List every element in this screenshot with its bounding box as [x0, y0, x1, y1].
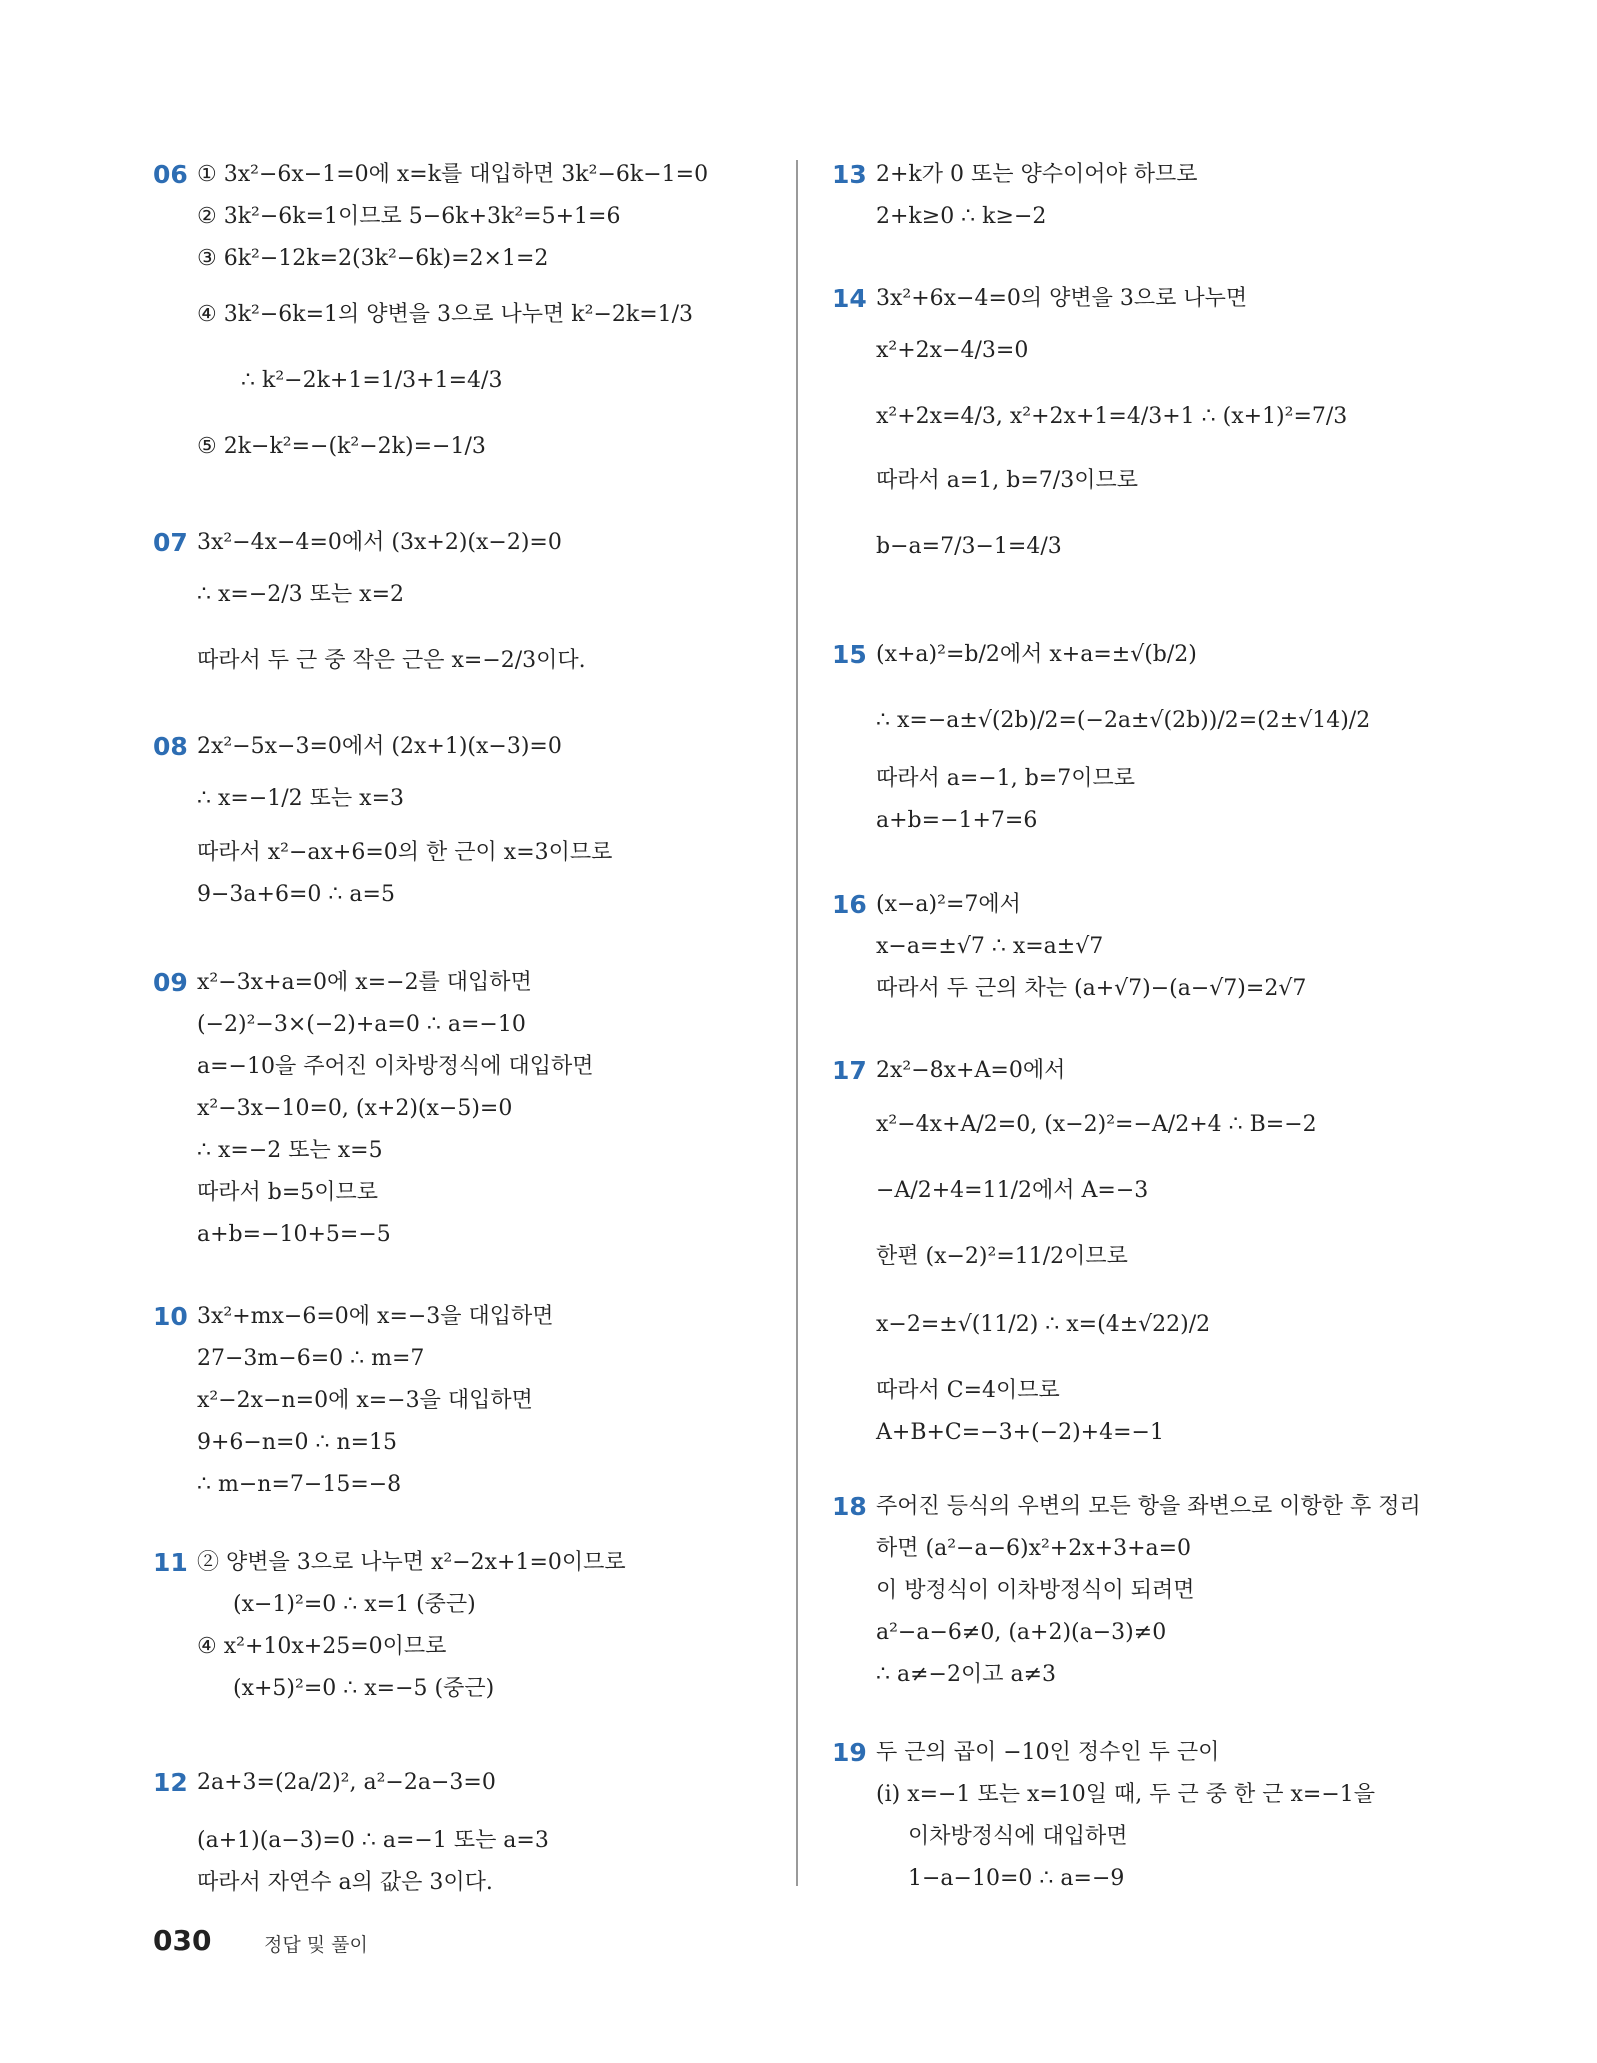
solution-line: 27−3m−6=0 ∴ m=7 — [197, 1346, 425, 1371]
solution-line: b−a=7/3−1=4/3 — [876, 534, 1062, 559]
solution-line: x²−2x−n=0에 x=−3을 대입하면 — [197, 1388, 533, 1413]
problem-number: 11 — [153, 1548, 188, 1577]
solution-line: 9+6−n=0 ∴ n=15 — [197, 1430, 398, 1455]
solution-line: x²−4x+A/2=0, (x−2)²=−A/2+4 ∴ B=−2 — [876, 1112, 1317, 1137]
page-number: 030 — [153, 1924, 212, 1957]
solution-line: 3x²+mx−6=0에 x=−3을 대입하면 — [197, 1304, 554, 1329]
problem-number: 08 — [153, 732, 188, 761]
solution-line: a+b=−10+5=−5 — [197, 1222, 391, 1247]
solution-line: ④ 3k²−6k=1의 양변을 3으로 나누면 k²−2k=1/3 — [197, 302, 694, 327]
solution-line: ② 3k²−6k=1이므로 5−6k+3k²=5+1=6 — [197, 204, 621, 229]
solution-line: ① 3x²−6x−1=0에 x=k를 대입하면 3k²−6k−1=0 — [197, 162, 709, 187]
problem-number: 16 — [832, 890, 867, 919]
solution-line: 3x²+6x−4=0의 양변을 3으로 나누면 — [876, 286, 1248, 311]
problem-number: 14 — [832, 284, 867, 313]
solution-line: 이차방정식에 대입하면 — [908, 1824, 1128, 1849]
problem-number: 12 — [153, 1768, 188, 1797]
solution-line: 따라서 x²−ax+6=0의 한 근이 x=3이므로 — [197, 840, 613, 865]
solution-line: 두 근의 곱이 −10인 정수인 두 근이 — [876, 1740, 1220, 1765]
problem-number: 10 — [153, 1302, 188, 1331]
solution-line: x−2=±√(11/2) ∴ x=(4±√22)/2 — [876, 1312, 1211, 1337]
solution-line: 하면 (a²−a−6)x²+2x+3+a=0 — [876, 1536, 1192, 1561]
solution-line: ∴ x=−1/2 또는 x=3 — [197, 786, 404, 811]
solution-line: 3x²−4x−4=0에서 (3x+2)(x−2)=0 — [197, 530, 562, 555]
solution-line: ∴ m−n=7−15=−8 — [197, 1472, 402, 1497]
solution-line: ∴ k²−2k+1=1/3+1=4/3 — [241, 368, 503, 393]
solution-line: ∴ x=−2 또는 x=5 — [197, 1138, 383, 1163]
problem-number: 15 — [832, 640, 867, 669]
solution-line: (x−a)²=7에서 — [876, 892, 1021, 917]
problem-number: 19 — [832, 1738, 867, 1767]
footer-label: 정답 및 풀이 — [264, 1934, 368, 1956]
solution-line: 한편 (x−2)²=11/2이므로 — [876, 1244, 1128, 1269]
solution-line: 2x²−8x+A=0에서 — [876, 1058, 1066, 1083]
solution-line: 주어진 등식의 우변의 모든 항을 좌변으로 이항한 후 정리 — [876, 1494, 1421, 1519]
solution-line: 2+k가 0 또는 양수이어야 하므로 — [876, 162, 1198, 187]
problem-number: 18 — [832, 1492, 867, 1521]
solution-line: (−2)²−3×(−2)+a=0 ∴ a=−10 — [197, 1012, 526, 1037]
solution-line: ⑤ 2k−k²=−(k²−2k)=−1/3 — [197, 434, 486, 459]
solution-line: 9−3a+6=0 ∴ a=5 — [197, 882, 395, 907]
solution-line: 따라서 a=1, b=7/3이므로 — [876, 468, 1138, 493]
problem-number: 06 — [153, 160, 188, 189]
solution-line: 2x²−5x−3=0에서 (2x+1)(x−3)=0 — [197, 734, 562, 759]
solution-line: x²−3x+a=0에 x=−2를 대입하면 — [197, 970, 532, 995]
solution-line: x²+2x−4/3=0 — [876, 338, 1029, 363]
solution-line: ∴ x=−2/3 또는 x=2 — [197, 582, 404, 607]
solution-line: −A/2+4=11/2에서 A=−3 — [876, 1178, 1149, 1203]
solution-line: (x+a)²=b/2에서 x+a=±√(b/2) — [876, 642, 1197, 667]
solution-line: 1−a−10=0 ∴ a=−9 — [908, 1866, 1125, 1891]
solution-line: (x−1)²=0 ∴ x=1 (중근) — [233, 1592, 476, 1617]
problem-number: 07 — [153, 528, 188, 557]
solution-line: a=−10을 주어진 이차방정식에 대입하면 — [197, 1054, 594, 1079]
solution-line: 이 방정식이 이차방정식이 되려면 — [876, 1578, 1195, 1603]
solution-line: ④ x²+10x+25=0이므로 — [197, 1634, 447, 1659]
solution-line: (a+1)(a−3)=0 ∴ a=−1 또는 a=3 — [197, 1828, 549, 1853]
problem-number: 09 — [153, 968, 188, 997]
solution-line: a+b=−1+7=6 — [876, 808, 1038, 833]
problem-number: 13 — [832, 160, 867, 189]
solution-line: 따라서 C=4이므로 — [876, 1378, 1060, 1403]
solution-line: 따라서 자연수 a의 값은 3이다. — [197, 1870, 493, 1895]
column-divider — [796, 160, 798, 1886]
solution-line: 따라서 b=5이므로 — [197, 1180, 379, 1205]
solution-line: ∴ a≠−2이고 a≠3 — [876, 1662, 1057, 1687]
solution-line: x²+2x=4/3, x²+2x+1=4/3+1 ∴ (x+1)²=7/3 — [876, 404, 1348, 429]
solution-line: 따라서 두 근 중 작은 근은 x=−2/3이다. — [197, 648, 586, 673]
solution-line: 따라서 두 근의 차는 (a+√7)−(a−√7)=2√7 — [876, 976, 1307, 1001]
solution-line: x−a=±√7 ∴ x=a±√7 — [876, 934, 1104, 959]
solution-line: ∴ x=−a±√(2b)/2=(−2a±√(2b))/2=(2±√14)/2 — [876, 708, 1371, 733]
solution-line: 따라서 a=−1, b=7이므로 — [876, 766, 1135, 791]
solution-line: (i) x=−1 또는 x=10일 때, 두 근 중 한 근 x=−1을 — [876, 1782, 1376, 1807]
solution-line: A+B+C=−3+(−2)+4=−1 — [876, 1420, 1164, 1445]
solution-line: 2+k≥0 ∴ k≥−2 — [876, 204, 1047, 229]
solution-line: 2a+3=(2a/2)², a²−2a−3=0 — [197, 1770, 496, 1795]
problem-number: 17 — [832, 1056, 867, 1085]
solution-line: (x+5)²=0 ∴ x=−5 (중근) — [233, 1676, 495, 1701]
solution-line: a²−a−6≠0, (a+2)(a−3)≠0 — [876, 1620, 1167, 1645]
solution-line: ② 양변을 3으로 나누면 x²−2x+1=0이므로 — [197, 1550, 626, 1575]
solution-line: ③ 6k²−12k=2(3k²−6k)=2×1=2 — [197, 246, 549, 271]
solution-line: x²−3x−10=0, (x+2)(x−5)=0 — [197, 1096, 513, 1121]
